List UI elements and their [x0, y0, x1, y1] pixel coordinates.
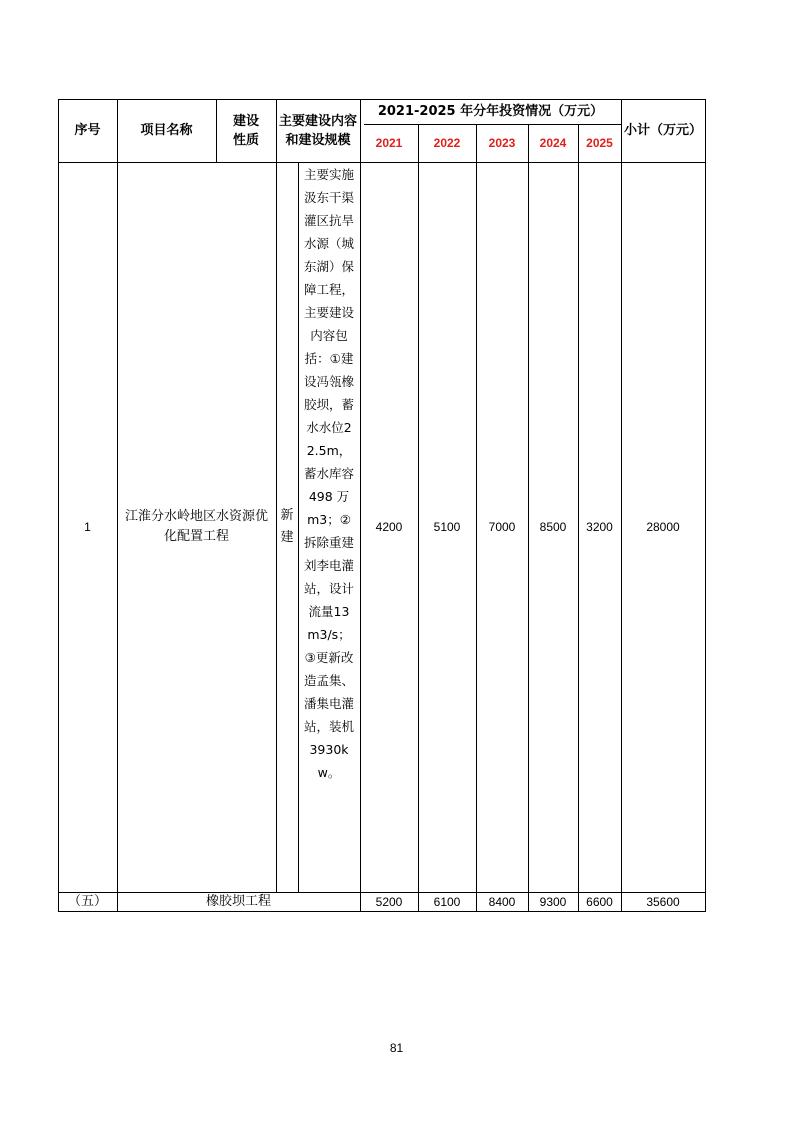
- investment-table: [58, 99, 706, 912]
- row1-name: 江淮分水岭地区水资源优化配置工程: [125, 509, 269, 544]
- header-year-2024: 2024: [539, 136, 567, 150]
- summary-value-2023: 8400: [488, 894, 516, 909]
- header-nature: 建设性质: [232, 113, 259, 148]
- table-border-right: [705, 99, 706, 912]
- row1-nature: 新建: [280, 508, 294, 545]
- header-year-2025: 2025: [586, 136, 613, 150]
- page-number: 81: [389, 1041, 404, 1055]
- header-invest-group: 2021-2025 年分年投资情况（万元）: [377, 104, 604, 119]
- header-year-2022: 2022: [433, 136, 461, 150]
- summary-value-2022: 6100: [433, 894, 461, 909]
- row1-value-2022: 5100: [433, 520, 461, 534]
- header-year-2023: 2023: [488, 136, 516, 150]
- header-year-2021: 2021: [375, 136, 403, 150]
- summary-value-2024: 9300: [539, 894, 567, 909]
- header-content: 主要建设内容和建设规模: [278, 113, 357, 148]
- row1-seq: 1: [84, 520, 91, 534]
- summary-subtotal: 35600: [646, 894, 680, 909]
- row1-content: 主要实施汲东干渠灌区抗旱水源（城东湖）保障工程，主要建设内容包括：①建设冯瓴橡胶坝，蓄水水位22.5m，蓄水库容498 万m3；②拆除重建刘李电灌站，设计流量13m3/s；③更新改造孟集、潘集电灌站，装机3930kw。: [303, 167, 354, 780]
- summary-seq: （五）: [67, 893, 107, 909]
- header-name: 项目名称: [140, 123, 193, 138]
- row1-value-2025: 3200: [586, 520, 613, 534]
- summary-value-2021: 5200: [375, 894, 403, 909]
- summary-name: 橡胶坝工程: [205, 893, 271, 909]
- table-border-bottom: [58, 911, 706, 912]
- row1-value-2021: 4200: [375, 520, 403, 534]
- row1-subtotal: 28000: [646, 520, 680, 534]
- summary-value-2025: 6600: [586, 894, 613, 909]
- row1-value-2024: 8500: [539, 520, 567, 534]
- row1-content-cell: [298, 162, 360, 892]
- row1-value-2023: 7000: [488, 520, 516, 534]
- header-subtotal: 小计（万元）: [623, 123, 702, 138]
- header-seq: 序号: [74, 123, 101, 138]
